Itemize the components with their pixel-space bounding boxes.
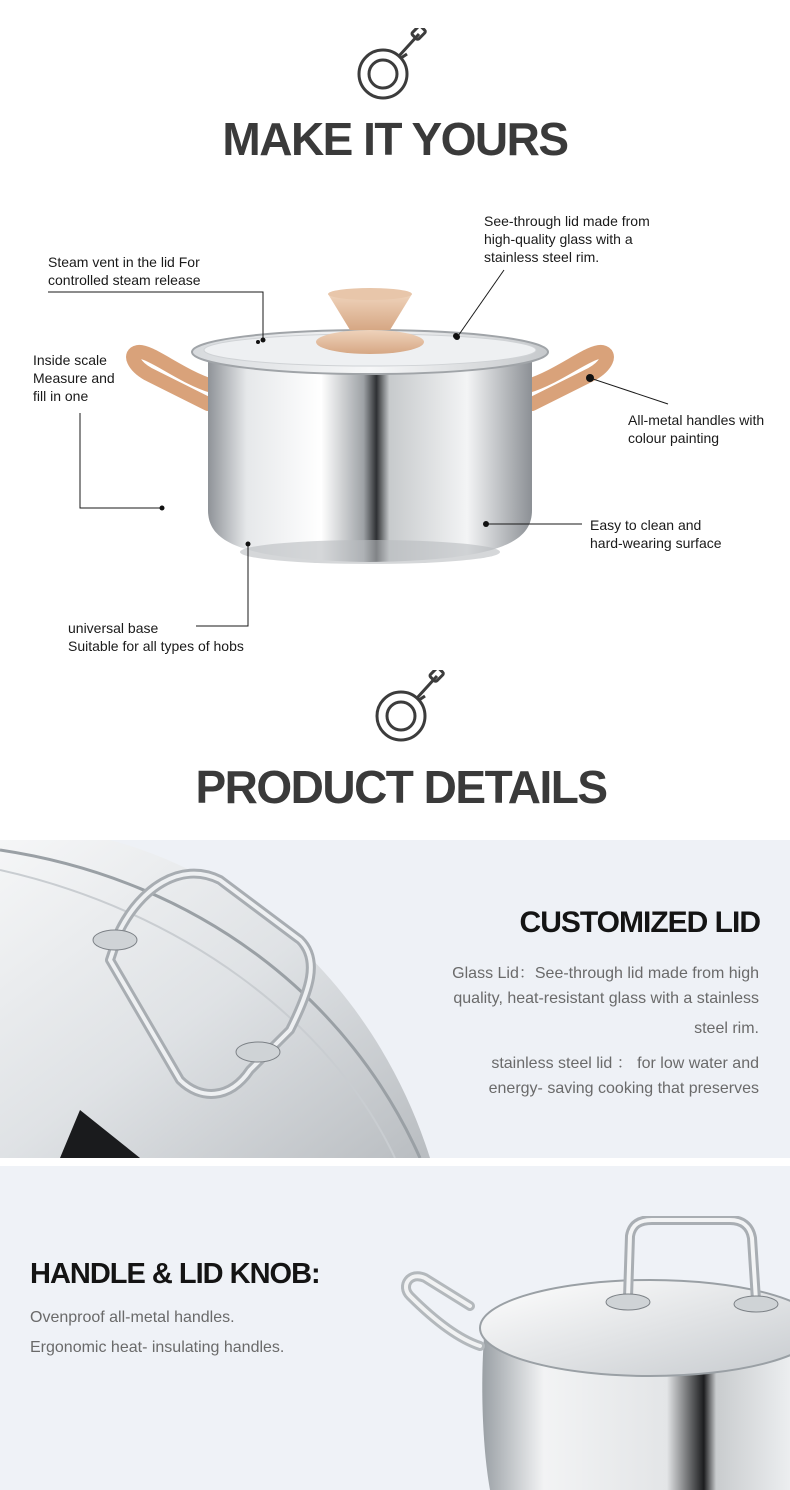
page-title: MAKE IT YOURS [222, 113, 568, 165]
frying-pan-icon [373, 670, 451, 746]
callout-handles: All-metal handles with colour painting [628, 412, 765, 446]
pot-illustration [120, 280, 620, 590]
customized-lid-line-4: stainless steel lid ： for low water and [491, 1055, 759, 1072]
callout-surface: Easy to clean and hard-wearing surface [590, 517, 722, 551]
callout-inside-scale: Inside scale Measure and fill in one [33, 352, 115, 404]
customized-lid-title: CUSTOMIZED LID [519, 906, 760, 939]
handle-knob-panel [0, 1166, 790, 1490]
customized-lid-line-3: steel rim. [694, 1020, 759, 1037]
callout-steam-vent: Steam vent in the lid For controlled steam release [48, 254, 201, 288]
handle-knob-line-2: Ergonomic heat- insulating handles. [30, 1339, 285, 1356]
frying-pan-icon [355, 28, 433, 104]
handle-knob-title: HANDLE & LID KNOB: [30, 1258, 320, 1290]
customized-lid-line-1: Glass Lid：See-through lid made from high [452, 965, 759, 982]
customized-lid-panel [0, 840, 790, 1158]
customized-lid-line-5: energy- saving cooking that preserves [488, 1080, 759, 1097]
customized-lid-line-2: quality, heat-resistant glass with a stainless [453, 990, 759, 1007]
callout-glass-lid: See-through lid made from high-quality glass with a stainless steel rim. [484, 213, 650, 265]
handle-knob-line-1: Ovenproof all-metal handles. [30, 1309, 235, 1326]
pot-handle-image [390, 1216, 790, 1490]
lid-closeup-image [0, 840, 440, 1158]
section-title: PRODUCT DETAILS [195, 761, 607, 813]
callout-base: universal base Suitable for all types of hobs [68, 620, 244, 654]
